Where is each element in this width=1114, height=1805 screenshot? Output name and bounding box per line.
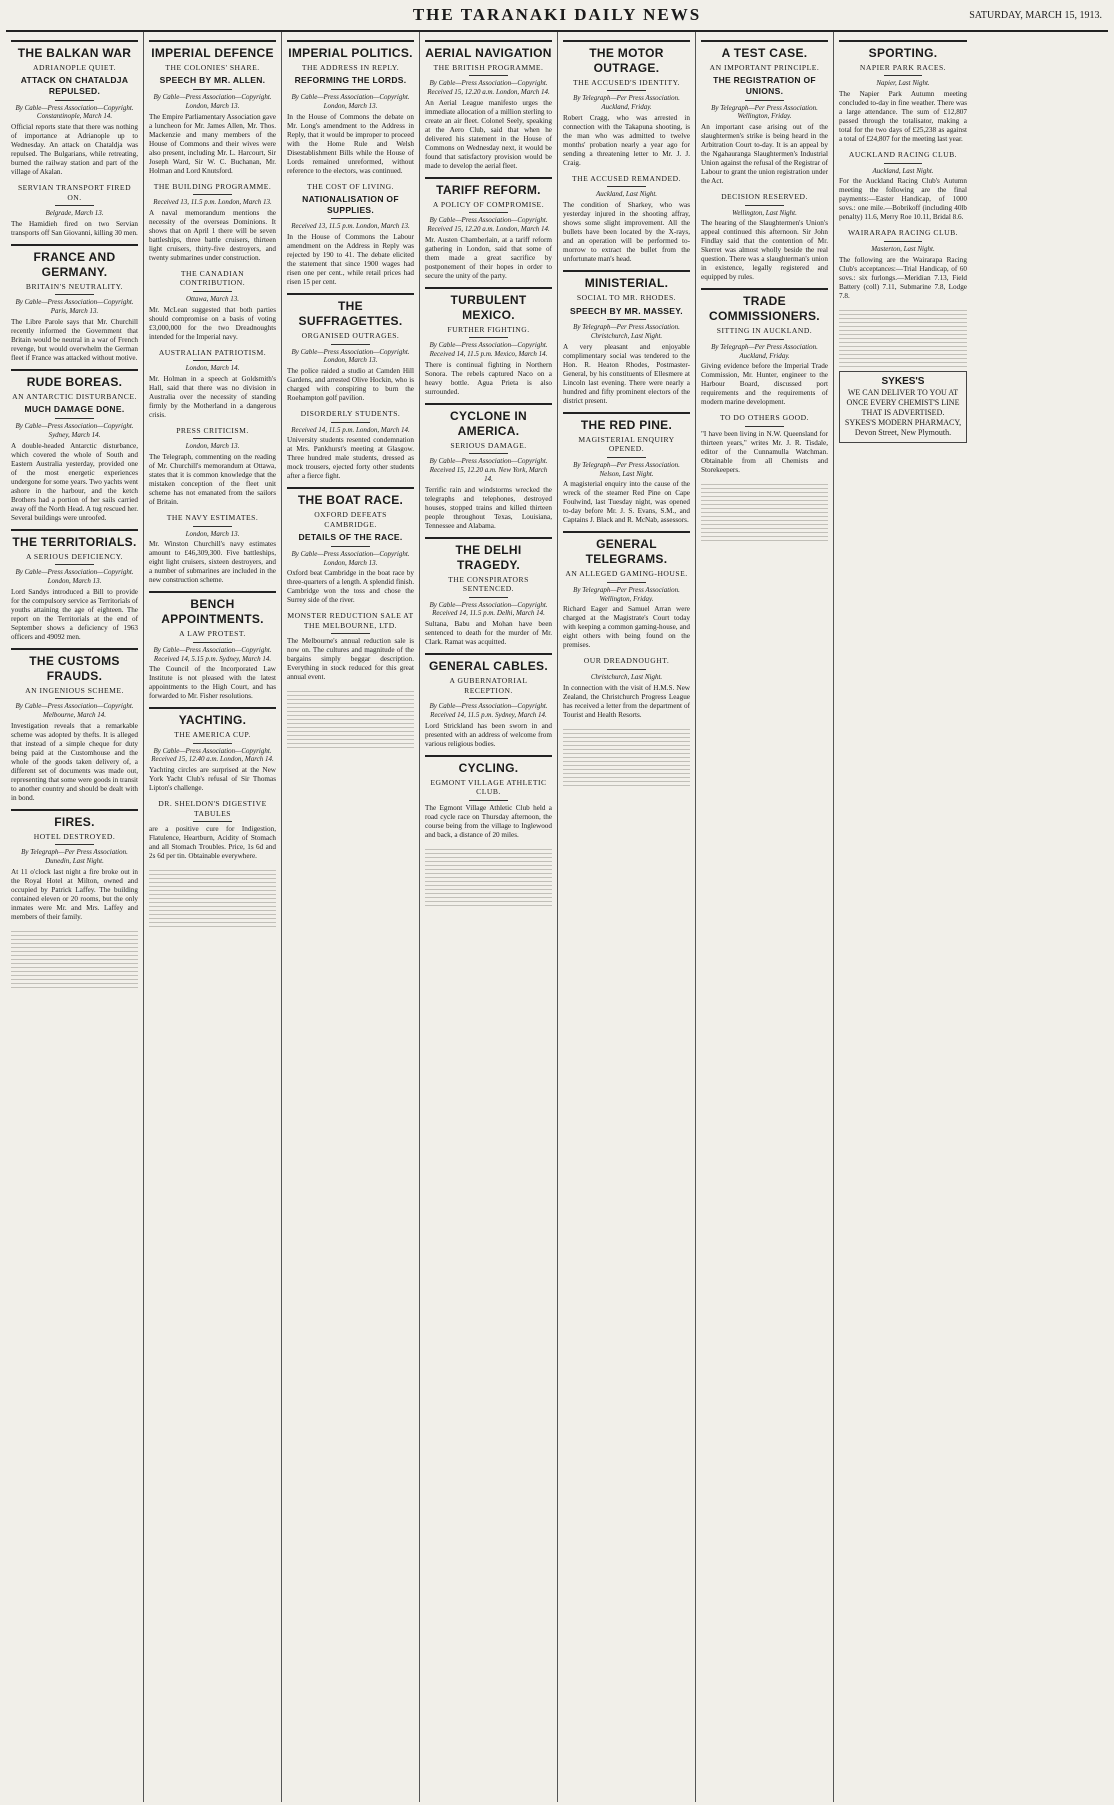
article-subheading: THE BRITISH PROGRAMME. (433, 63, 544, 72)
short-rule (607, 582, 645, 583)
article-body: There is continual fighting in Northern Sonora. The rebels captured Naco on a heavy bottle. Agua Prieta is also surrounded. (425, 360, 552, 396)
article-dateline: By Cable—Press Association—Copyright. Melbourne, March 14. (15, 702, 134, 719)
divider (11, 244, 138, 246)
article (425, 40, 552, 171)
article-secondary-heading: SPEECH BY MR. MASSEY. (570, 305, 683, 316)
short-rule (331, 633, 369, 634)
article-headline: THE MOTOR OUTRAGE. (589, 46, 664, 75)
article-subheading: MONSTER REDUCTION SALE AT THE MELBOURNE, LTD. (287, 611, 414, 630)
article-dateline: By Cable—Press Association—Copyright. Received 14, 5.15 p.m. Sydney, March 14. (153, 645, 272, 663)
article-body: Mr. Holman in a speech at Goldsmith's Hall, said that there was no division in Australia over the necessity of standing firmly by the Motherland in a dangerous crisis. (149, 374, 276, 419)
divider (701, 40, 828, 42)
article (11, 183, 138, 238)
advert-line1: WE CAN DELIVER TO YOU AT ONCE EVERY CHEMIST'S LINE THAT IS ADVERTISED. (846, 388, 960, 418)
article (149, 40, 276, 176)
short-rule (745, 205, 783, 206)
article (287, 409, 414, 481)
article (287, 611, 414, 682)
article-headline: IMPERIAL POLITICS. (288, 46, 413, 60)
article-subheading: THE ACCUSED REMANDED. (571, 173, 681, 183)
article-dateline: By Telegraph—Per Press Association. Wellington, Friday. (573, 585, 680, 603)
divider (563, 270, 690, 272)
article (287, 293, 414, 403)
article-headline: CYCLING. (458, 760, 519, 775)
article-body: The Melbourne's annual reduction sale is now on. The cultures and magnitude of the bargains simply beggar description. Everything in stock reduced for this great annual event. (287, 637, 414, 682)
article (701, 40, 828, 186)
article-body: Terrific rain and windstorms wrecked the telegraphs and telephones, destroyed houses, stopped trains and killed thirteen people throughout Texas, Louisiana, Tennessee and Alabama. (425, 485, 552, 530)
article-subheading: HOTEL DESTROYED. (33, 831, 116, 841)
article-secondary-heading: MUCH DAMAGE DONE. (24, 404, 125, 415)
article-headline: THE CUSTOMS FRAUDS. (29, 653, 120, 683)
short-rule (193, 291, 231, 292)
article-subheading: DECISION RESERVED. (721, 192, 808, 202)
divider (425, 403, 552, 405)
short-rule (55, 100, 93, 101)
text-lines (839, 307, 967, 367)
article-body: An Aerial League manifesto urges the immediate allocation of a million sterling to create an air fleet. Colonel Seely, speaking at the Aero Club, said that when he delivered his statement in the House of Commons on Wednesday next, it would be found that satisfactory provision would be made to develop the aerial fleet. (425, 98, 552, 170)
column-5 (558, 32, 696, 1802)
article-dateline: By Cable—Press Association—Copyright. Constantinople, March 14. (15, 103, 134, 121)
article-body: Robert Cragg, who was arrested in connection with the Takapuna shooting, is the man who was admitted to twelve months' probation nearly a year ago for sending a threatening letter to Mr. J. J. Craig. (563, 113, 690, 167)
article (425, 177, 552, 281)
article-subheading: ORGANISED OUTRAGES. (301, 331, 400, 341)
article-subheading: DR. SHELDON'S DIGESTIVE TABULES (158, 799, 267, 818)
article-subheading: THE COST OF LIVING. (307, 181, 394, 191)
article-dateline: Napier, Last Night. (876, 79, 930, 88)
article-subheading: FURTHER FIGHTING. (447, 324, 530, 334)
article-body: A magisterial enquiry into the cause of the wreck of the steamer Red Pine on Cape Foulwind, last Tuesday night, was opened to-day before Mr. J. S. Evans, S.M., and Captains J. Black and R. McNab, assessors. (563, 480, 690, 525)
article (287, 40, 414, 176)
article-subheading: AN INGENIOUS SCHEME. (25, 685, 124, 695)
article (149, 348, 276, 420)
article-body: Richard Eager and Samuel Arran were charged at the Magistrate's Court today with keeping a common gaming-house, and eight others with being found on the premises. (563, 605, 690, 650)
article-dateline: By Cable—Press Association—Copyright. London, March 13. (291, 549, 410, 567)
article (425, 403, 552, 531)
article-dateline: By Telegraph—Per Press Association. Wellington, Friday. (711, 103, 818, 121)
article (149, 591, 276, 701)
article-headline: THE RED PINE. (580, 417, 673, 432)
short-rule (55, 205, 93, 206)
article-dateline: By Cable—Press Association—Copyright. Sydney, March 14. (15, 422, 134, 439)
article-subheading: THE COLONIES' SHARE. (165, 63, 260, 72)
short-rule (607, 90, 645, 91)
column-4 (420, 32, 558, 1802)
short-rule (331, 546, 369, 547)
article-dateline: By Telegraph—Per Press Association. Christchurch, Last Night. (573, 323, 680, 341)
divider (11, 40, 138, 42)
short-rule (607, 457, 645, 458)
short-rule (193, 821, 231, 822)
article-subheading: THE ACCUSED'S IDENTITY. (572, 78, 681, 87)
divider (425, 287, 552, 289)
article-dateline: By Cable—Press Association—Copyright. London, March 13. (291, 347, 410, 365)
article-body: Lord Strickland has been sworn in and presented with an address of welcome from various religious bodies. (425, 721, 552, 748)
short-rule (469, 453, 507, 454)
article-subheading: NAPIER PARK RACES. (859, 63, 947, 72)
article-body: Yachting circles are surprised at the New York Yacht Club's refusal of Sir Thomas Lipton's challenge. (149, 766, 276, 793)
article-body: For the Auckland Racing Club's Autumn meeting the following are the final payments:—Easter Handicap, of 1000 sovs.: one mile.—Bobrikoff (including 40lb penalty) 11.6, Merry Roe 10.11, Bridal 8.6. (839, 177, 967, 222)
article-subheading: DISORDERLY STUDENTS. (300, 409, 401, 419)
article (425, 287, 552, 397)
article-dateline: Wellington, Last Night. (732, 208, 797, 217)
article-headline: MINISTERIAL. (584, 276, 669, 291)
short-rule (193, 89, 231, 90)
article-subheading: ADRIANOPLE QUIET. (32, 63, 117, 72)
text-lines (563, 726, 690, 786)
article-body: University students resented condemnation at Mrs. Pankhurst's meeting at Glasgow. Three hundred male students, dressed as mock trousers, ejected forty other students after a fierce fight. (287, 436, 414, 481)
article-secondary-heading: REFORMING THE LORDS. (294, 75, 407, 86)
short-rule (55, 564, 93, 565)
text-lines (425, 846, 552, 906)
article-headline: THE BALKAN WAR (17, 46, 132, 60)
short-rule (745, 426, 783, 427)
article-subheading: PRESS CRITICISM. (176, 425, 249, 435)
article-body: The Empire Parliamentary Association gave a luncheon for Mr. James Allen, Mr. Thos. Mackenzie and many members of the House of Commons and their wives were also present, including Mr. L. Harcourt, Sir Joseph Ward, Sir W. C. Buchanan, Mr. Holman and Lord Knutsford. (149, 112, 276, 175)
short-rule (469, 597, 507, 598)
short-rule (331, 218, 369, 219)
short-rule (884, 75, 922, 76)
advert-title: SYKES'S (881, 375, 925, 387)
article-body: A very pleasant and enjoyable complimentary social was tendered to the Hon. R. Heaton Rhodes, Postmaster-General, by his constituents of Ellesmere at Lincoln last evening. There were nearly a hundred and fifty prominent electors of the district present. (563, 342, 690, 405)
column-7 (834, 32, 972, 1802)
article-secondary-heading: SPEECH BY MR. ALLEN. (159, 75, 266, 86)
short-rule (745, 339, 783, 340)
article-dateline: By Cable—Press Association—Copyright. Received 15, 12.40 a.m. London, March 14. (151, 746, 274, 764)
article (839, 150, 967, 222)
article (149, 182, 276, 263)
article-body: In the House of Commons the debate on Mr. Long's amendment to the Address in Reply, that it would be improper to proceed with the Home Rule and Welsh Disestablishment Bills while the House of Lords remained unreformed, without reference to the electors, was continued. (287, 112, 414, 175)
article (563, 174, 690, 264)
article-subheading: A GUBERNATORIAL RECEPTION. (449, 676, 528, 695)
article-body: Lord Sandys introduced a Bill to provide for the compulsory service as Territorials of youths attaining the age of eighteen. The report on the Territorials at the end of September shows a deficiency of 1963 officers and 49092 men. (11, 587, 138, 641)
article-subheading: A POLICY OF COMPROMISE. (432, 199, 545, 209)
divider (11, 369, 138, 371)
article-dateline: By Cable—Press Association—Copyright. Received 14, 11.5 p.m. Sydney, March 14. (429, 702, 548, 719)
article-secondary-heading: ATTACK ON CHATALDJA REPULSED. (20, 75, 129, 97)
article-body: Official reports state that there was nothing of importance at Adrianople up to Wednesday. An attack on Chataldja was repulsed. The Bulgarians, while retreating, burned the railway station and part of the village of Akalan. (11, 123, 138, 177)
divider (11, 809, 138, 811)
article-subheading: SERVIAN TRANSPORT FIRED ON. (17, 183, 132, 202)
article (701, 413, 828, 474)
short-rule (607, 319, 645, 320)
article-headline: YACHTING. (178, 713, 247, 728)
article-dateline: By Telegraph—Per Press Association. Auckland, Friday. (573, 94, 680, 112)
article-body: A naval memorandum mentions the necessity of the overseas Dominions. It shows that on April 1 there will be seven battleships, three battle cruisers, thirteen light cruisers, thirty-five destroyers, and twenty submarines under construction. (149, 208, 276, 262)
article (11, 648, 138, 803)
short-rule (55, 844, 93, 845)
article-secondary-heading: NATIONALISATION OF SUPPLIES. (302, 194, 399, 215)
article-headline: TRADE COMMISSIONERS. (709, 294, 820, 324)
short-rule (55, 294, 93, 295)
article-headline: SPORTING. (868, 46, 938, 60)
divider (11, 529, 138, 531)
article (563, 531, 690, 650)
article-body: Mr. Winston Churchill's navy estimates amount to £46,309,300. Five battleships, eight light cruisers, sixteen destroyers, and a number of submarines are included in the new construction scheme. (149, 540, 276, 585)
article-subheading: THE NAVY ESTIMATES. (166, 513, 259, 523)
divider (563, 412, 690, 414)
article-body: Giving evidence before the Imperial Trade Commission, Mr. Hunter, engineer to the Harbour Board, discussed port requirements and the requirements of modern marine development. (701, 362, 828, 407)
article-dateline: By Telegraph—Per Press Association. Auckland, Friday. (711, 342, 818, 360)
article-dateline: By Cable—Press Association—Copyright. Received 14, 11.5 p.m. Delhi, March 14. (429, 600, 548, 618)
article-subheading: THE BUILDING PROGRAMME. (153, 181, 272, 191)
article-dateline: By Telegraph—Per Press Association. Nelson, Last Night. (573, 460, 680, 478)
article-body: A double-headed Antarctic disturbance, which covered the whole of South and Eastern Australia yesterday, provided one of the most energetic experiences undergone for some years. Two yachts went ashore in the harbour, and the ketch Brothers had a portion of her sails carried away off the North Head. A tug rescued her. Several buildings were unroofed. (11, 441, 138, 522)
short-rule (331, 344, 369, 345)
article-body: are a positive cure for Indigestion, Flatulence, Heartburn, Acidity of Stomach and all Stomach Troubles. Price, 1s 6d and 2s 6d per tin. Obtainable everywhere. (149, 825, 276, 861)
masthead-title: THE TARANAKI DAILY NEWS (412, 5, 702, 24)
article-headline: A TEST CASE. (721, 46, 808, 60)
article-dateline: Received 13, 11.5 p.m. London, March 13. (153, 198, 272, 207)
article-body: The hearing of the Slaughtermen's Union's appeal continued this afternoon. Sir John Findlay said that the contention of Mr. Skerret was almost wholly beside the real question. There was a slaughterman's union in existence, legally registered and equipped by rules. (701, 219, 828, 282)
article (425, 653, 552, 748)
article-dateline: Christchurch, Last Night. (590, 672, 663, 681)
article (287, 182, 414, 287)
column-3 (282, 32, 420, 1802)
article (149, 513, 276, 585)
article-dateline: Belgrade, March 13. (45, 209, 104, 218)
short-rule (193, 360, 231, 361)
article (563, 656, 690, 719)
article-subheading: SOCIAL TO MR. RHODES. (576, 293, 677, 303)
article (11, 244, 138, 363)
divider (563, 531, 690, 533)
short-rule (469, 75, 507, 76)
article-body: Mr. McLean suggested that both parties should compromise on a basis of voting £3,000,000 for the two Dreadnoughts intended for the Imperial navy. (149, 305, 276, 341)
article-dateline: By Cable—Press Association—Copyright. Received 15, 12.20 a.m. London, March 14. (427, 216, 550, 234)
short-rule (193, 438, 231, 439)
short-rule (193, 526, 231, 527)
article-headline: TURBULENT MEXICO. (450, 292, 527, 322)
short-rule (607, 186, 645, 187)
article-headline: BENCH APPOINTMENTS. (161, 597, 264, 627)
article-headline: GENERAL TELEGRAMS. (585, 537, 668, 567)
article-dateline: London, March 14. (185, 364, 240, 373)
article-body: "I have been living in N.W. Queensland for thirteen years," writes Mr. J. R. Tisdale, editor of the Cunnamulla Watchman. Obtainable from all Chemists and Storekeepers. (701, 429, 828, 474)
short-rule (193, 642, 231, 643)
article-headline: THE SUFFRAGETTES. (298, 299, 403, 329)
article-body: Sultana, Babu and Mohan have been sentenced to death for the murder of Mr. Clark. Ramat was acquitted. (425, 620, 552, 647)
article (149, 799, 276, 861)
article (563, 40, 690, 168)
article-secondary-heading: DETAILS OF THE RACE. (298, 532, 403, 543)
short-rule (469, 800, 507, 801)
column-2 (144, 32, 282, 1802)
divider (149, 40, 276, 42)
article (839, 40, 967, 144)
article-dateline: By Cable—Press Association—Copyright. Paris, March 13. (15, 298, 134, 316)
article-body: Mr. Austen Chamberlain, at a tariff reform gathering in London, said that some of them made a great sacrifice by postponement of their hopes in order to secure the unity of the party. (425, 235, 552, 280)
article-subheading: SERIOUS DAMAGE. (450, 440, 527, 450)
article (11, 529, 138, 642)
article (563, 412, 690, 525)
article-body: The Libre Parole says that Mr. Churchill recently informed the Government that Britain would be neutral in a war of French revenge, but would overwhelm the German fleet if France was attacked without motive. (11, 317, 138, 362)
article-headline: GENERAL CABLES. (429, 659, 548, 674)
article-body: The following are the Wairarapa Racing Club's acceptances:—Trial Handicap, of 60 sovs.: six furlongs.—Meridian 7.13, Field Battery (coll) 7.11, Submarine 7.8, Lodge 7.8. (839, 255, 967, 300)
article-subheading: A LAW PROTEST. (179, 629, 246, 639)
article-subheading: AN ANTARCTIC DISTURBANCE. (12, 391, 137, 401)
article-dateline: Auckland, Last Night. (872, 166, 934, 175)
article-dateline: Masterton, Last Night. (871, 244, 935, 253)
article (563, 270, 690, 406)
article-body: The Egmont Village Athletic Club held a road cycle race on Thursday afternoon, the course being from the village to Inglewood and back, a distance of 20 miles. (425, 803, 552, 839)
short-rule (607, 669, 645, 670)
article-body: An important case arising out of the slaughtermen's strike is being heard in the Arbitration Court to-day. It is an appeal by the Ngahauranga Slaughtermen's Industrial Union against the refusal of the Registrar of Labour to grant the union registration under the Act. (701, 123, 828, 186)
short-rule (193, 743, 231, 744)
article-dateline: London, March 13. (185, 442, 240, 451)
article-subheading: WAIRARAPA RACING CLUB. (847, 228, 959, 238)
article-subheading: AN ALLEGED GAMING-HOUSE. (565, 569, 688, 579)
short-rule (884, 163, 922, 164)
short-rule (884, 241, 922, 242)
article (701, 192, 828, 282)
divider (11, 648, 138, 650)
divider (701, 288, 828, 290)
article (11, 369, 138, 523)
article-dateline: By Cable—Press Association—Copyright. London, March 13. (15, 568, 134, 585)
article-subheading: THE ADDRESS IN REPLY. (301, 63, 400, 72)
text-lines (287, 688, 414, 748)
article-secondary-heading: THE REGISTRATION OF UNIONS. (713, 75, 816, 97)
article-subheading: AUCKLAND RACING CLUB. (848, 150, 958, 160)
article-subheading: BRITAIN'S NEUTRALITY. (25, 281, 124, 291)
article-body: Oxford beat Cambridge in the boat race by three-quarters of a length. A splendid finish. Cambridge won the toss and chose the Surrey side of the river. (287, 569, 414, 605)
text-lines (11, 928, 138, 988)
divider (287, 40, 414, 42)
article (11, 809, 138, 922)
article-subheading: SITTING IN AUCKLAND. (716, 326, 813, 336)
article-subheading: A SERIOUS DEFICIENCY. (25, 551, 124, 561)
article (287, 487, 414, 605)
article-headline: RUDE BOREAS. (26, 374, 123, 389)
article-headline: FRANCE AND GERMANY. (33, 249, 116, 279)
short-rule (331, 89, 369, 90)
article-subheading: MAGISTERIAL ENQUIRY OPENED. (578, 434, 675, 454)
article-body: The Telegraph, commenting on the reading of Mr. Churchill's memorandum at Ottawa, states that it is common knowledge that the mistaken conception of the fleet unit scheme has not emanated from the sailors of Britain. (149, 453, 276, 507)
short-rule (331, 422, 369, 423)
article-body: The Napier Park Autumn meeting concluded to-day in fine weather. There was a large attendance. The sum of £12,807 passed through the totalisator, making a total for the two days of £25,238 as against a total of £24,807 for the meeting last year. (839, 90, 967, 144)
article-subheading: TO DO OTHERS GOOD. (719, 413, 810, 423)
article (149, 707, 276, 793)
article-dateline: Auckland, Last Night. (595, 190, 658, 199)
divider (425, 653, 552, 655)
column-container (6, 32, 1108, 1802)
article (149, 269, 276, 342)
article-body: In connection with the visit of H.M.S. New Zealand, the Christchurch Progress League has received a letter from the department of Tourist and Health Resorts. (563, 683, 690, 719)
article-headline: CYCLONE IN AMERICA. (449, 408, 527, 438)
divider (839, 40, 967, 42)
short-rule (469, 698, 507, 699)
article-dateline: By Cable—Press Association—Copyright. Received 15, 12.20 a.m. New York, March 14. (429, 457, 548, 483)
article-headline: TARIFF REFORM. (436, 182, 541, 197)
article (11, 40, 138, 177)
column-1 (6, 32, 144, 1802)
article-body: At 11 o'clock last night a fire broke out in the Royal Hotel at Milton, owned and occupied by Patrick Laffey. The building contained eleven or 20 rooms, but the only inmates were Mr. and Mrs. Laffey and members of their family. (11, 867, 138, 921)
article-subheading: OUR DREADNOUGHT. (583, 656, 670, 666)
advertisement (839, 371, 967, 444)
article-subheading: THE CANADIAN CONTRIBUTION. (179, 268, 246, 288)
divider (425, 40, 552, 42)
column-6 (696, 32, 834, 1802)
article-subheading: AUSTRALIAN PATRIOTISM. (158, 347, 267, 357)
article-subheading: THE CONSPIRATORS SENTENCED. (448, 574, 529, 594)
short-rule (193, 194, 231, 195)
article-subheading: THE AMERICA CUP. (174, 730, 251, 740)
article (701, 288, 828, 407)
article-dateline: By Cable—Press Association—Copyright. Received 15, 12.20 a.m. London, March 14. (427, 79, 550, 97)
divider (425, 755, 552, 757)
article-subheading: AN IMPORTANT PRINCIPLE. (709, 63, 820, 72)
article-dateline: By Cable—Press Association—Copyright. London, March 13. (153, 93, 272, 110)
divider (149, 591, 276, 593)
article-headline: FIRES. (54, 814, 95, 829)
masthead-date: SATURDAY, MARCH 15, 1913. (969, 9, 1102, 21)
article-body: The police raided a studio at Camden Hill Gardens, and arrested Olive Hockin, who is charged with conspiring to burn the Roehampton golf pavilion. (287, 367, 414, 403)
article-headline: IMPERIAL DEFENCE (151, 46, 274, 60)
article (839, 228, 967, 300)
short-rule (469, 212, 507, 213)
article-body: The Hamidieh fired on two Servian transports off San Giovanni, killing 30 men. (11, 219, 138, 237)
article-dateline: By Telegraph—Per Press Association. Dunedin, Last Night. (21, 848, 128, 865)
divider (425, 177, 552, 179)
article (425, 537, 552, 647)
article-body: In the House of Commons the Labour amendment on the Address in Reply was rejected by 190 to 41. The debate elicited the statement that since 1900 wages had risen one per cent., while retail prices had risen 15 per cent. (287, 233, 414, 287)
article-subheading: OXFORD DEFEATS CAMBRIDGE. (314, 510, 387, 529)
article-dateline: Received 14, 11.5 p.m. London, March 14. (291, 425, 410, 434)
divider (563, 40, 690, 42)
article-dateline: By Cable—Press Association—Copyright. Received 14, 11.5 p.m. Mexico, March 14. (429, 341, 548, 359)
article-body: The condition of Sharkey, who was yesterday injured in the shooting affray, shows some slight improvement. All the bullets have been located by the X-rays, and an operation will be performed to-morrow to extract the bullet from the unfortunate man's head. (563, 201, 690, 264)
article-dateline: London, March 13. (185, 529, 240, 538)
article (149, 426, 276, 507)
divider (149, 707, 276, 709)
article-dateline: Ottawa, March 13. (185, 294, 240, 303)
text-lines (149, 867, 276, 927)
article-dateline: Received 13, 11.5 p.m. London, March 13. (291, 222, 410, 231)
text-lines (701, 481, 828, 541)
short-rule (55, 418, 93, 419)
article (425, 755, 552, 840)
article-subheading: EGMONT VILLAGE ATHLETIC CLUB. (430, 777, 547, 797)
masthead (6, 0, 1108, 32)
article-headline: AERIAL NAVIGATION (425, 46, 552, 60)
divider (425, 537, 552, 539)
divider (287, 487, 414, 489)
article-body: Investigation reveals that a remarkable scheme was adopted by thefts. It is alleged that instead of a simple cheque for duty being paid at the Customhouse and the whole of the goods taken delivery of, a different set of documents was made out, representing that some were goods in transit to another country and should be dealt with in bond. (11, 721, 138, 802)
short-rule (55, 698, 93, 699)
advert-line2: SYKES'S MODERN PHARMACY, Devon Street, New Plymouth. (844, 418, 962, 438)
short-rule (469, 337, 507, 338)
article-body: The Council of the Incorporated Law Institute is not pleased with the latest appointments to the High Court, and has forwarded to Mr. Fisher resolutions. (149, 665, 276, 701)
article-headline: THE TERRITORIALS. (12, 534, 137, 549)
short-rule (745, 100, 783, 101)
article-dateline: By Cable—Press Association—Copyright. London, March 13. (291, 93, 410, 110)
article-headline: THE BOAT RACE. (297, 493, 404, 508)
article-headline: THE DELHI TRAGEDY. (455, 542, 522, 572)
divider (287, 293, 414, 295)
